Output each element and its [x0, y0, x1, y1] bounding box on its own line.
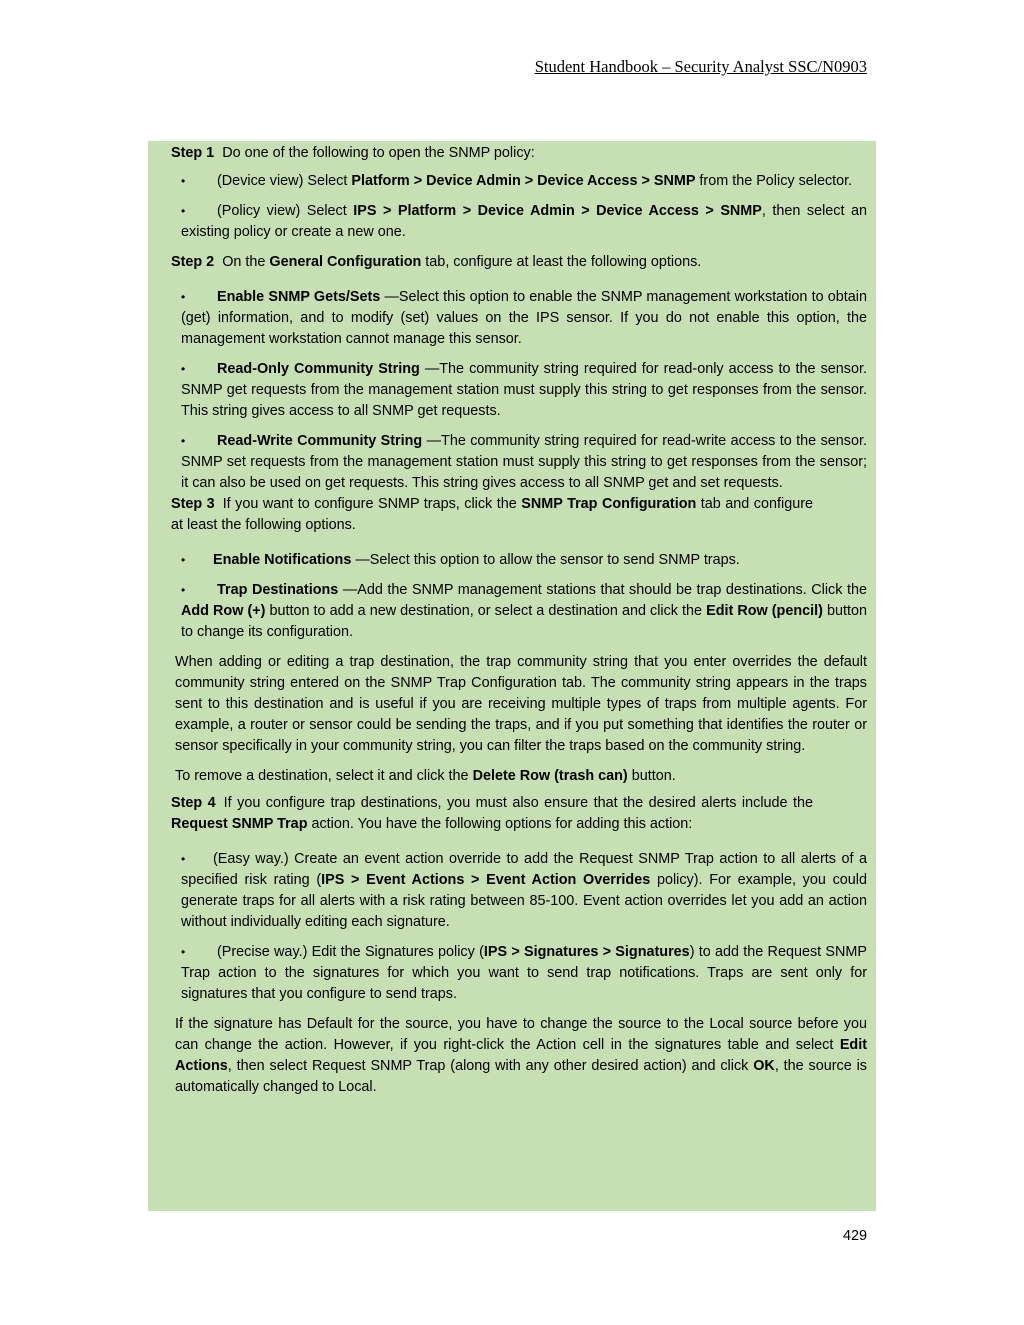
list-item: • (Precise way.) Edit the Signatures policy (IPS > Signatures > Signatures) to add the Request SNMP Trap action to the signatures for which you want to send trap notifications. Traps are sent only for signatures that you configure to send traps.: [181, 944, 867, 1002]
signature-source-paragraph: If the signature has Default for the source, you have to change the source to the Local source before you can change the action. However, if you right-click the Action cell in the signatures table and select Edit Actions, then select Request SNMP Trap (along with any other desired action) and click OK, the source is automatically changed to Local.: [175, 1016, 868, 1095]
bullet-icon: •: [181, 290, 186, 304]
page-number: 429: [842, 1228, 867, 1244]
list-item: • Read-Write Community String —The community string required for read-write access to the sensor. SNMP set requests from the management station must supply this string to get responses from the sensor; it can also be used on get requests. This string gives access to all SNMP get and set requests.: [181, 433, 867, 491]
remove-destination-paragraph: To remove a destination, select it and click the Delete Row (trash can) button.: [175, 768, 676, 784]
step-2: Step 2 On the General Configuration tab, configure at least the following options.: [171, 254, 702, 270]
bullet-icon: •: [181, 434, 186, 448]
list-item: • (Easy way.) Create an event action override to add the Request SNMP Trap action to all alerts of a specified risk rating (IPS > Event Actions > Event Action Overrides policy). For example, you could generate traps for all alerts with a risk rating between 85-100. Event action overrides let you add an action without individually editing each signature.: [181, 851, 868, 930]
list-item: • Enable Notifications —Select this option to allow the sensor to send SNMP traps.: [171, 550, 867, 571]
list-item: • Trap Destinations —Add the SNMP management stations that should be trap destinations. Click the Add Row (+) button to add a new destination, or select a destination and click the Edit Row (pencil) button to change its configuration.: [181, 582, 867, 640]
step-4: Step 4 If you configure trap destinations, you must also ensure that the desired alerts include the Request SNMP Trap action. You have the following options for adding this action:: [171, 795, 813, 832]
bullet-icon: •: [181, 204, 186, 218]
step-label: Step 4: [171, 795, 216, 811]
page-header: Student Handbook – Security Analyst SSC/N0903: [534, 57, 867, 76]
bullet-icon: •: [181, 553, 186, 567]
bullet-icon: •: [181, 174, 186, 188]
step-text: Do one of the following to open the SNMP policy:: [222, 145, 535, 161]
bullet-icon: •: [181, 852, 186, 866]
bullet-icon: •: [181, 362, 186, 376]
step-1: [171, 143, 867, 164]
list-item: • (Device view) Select Platform > Device Admin > Device Access > SNMP from the Policy selector.: [171, 171, 867, 192]
list-item: • Enable SNMP Gets/Sets —Select this option to enable the SNMP management workstation to obtain (get) information, and to modify (set) values on the IPS sensor. If you do not enable this option, the management workstation cannot manage this sensor.: [181, 289, 868, 347]
trap-note-paragraph: When adding or editing a trap destination, the trap community string that you enter overrides the default community string entered on the SNMP Trap Configuration tab. The community string appears in the traps sent to this destination and is useful if you are receiving multiple types of traps from multiple agents. For example, a router or sensor could be sending the traps, and if you put something that identifies the router or sensor specifically in your community string, you can filter the traps based on the community string.: [175, 654, 867, 754]
step-label: Step 3: [171, 496, 215, 512]
content-box: [148, 141, 876, 1211]
list-item: • Read-Only Community String —The community string required for read-only access to the sensor. SNMP get requests from the management station must supply this string to get responses from the sensor. This string gives access to all SNMP get requests.: [181, 361, 867, 419]
step-label: Step 2: [171, 254, 215, 270]
list-item: • (Policy view) Select IPS > Platform > Device Admin > Device Access > SNMP, then select an existing policy or create a new one.: [181, 203, 868, 240]
step-3: Step 3 If you want to configure SNMP traps, click the SNMP Trap Configuration tab and configure at least the following options.: [171, 496, 814, 533]
bullet-icon: •: [181, 583, 186, 597]
bullet-icon: •: [181, 945, 186, 959]
step-label: Step 1: [171, 145, 215, 161]
